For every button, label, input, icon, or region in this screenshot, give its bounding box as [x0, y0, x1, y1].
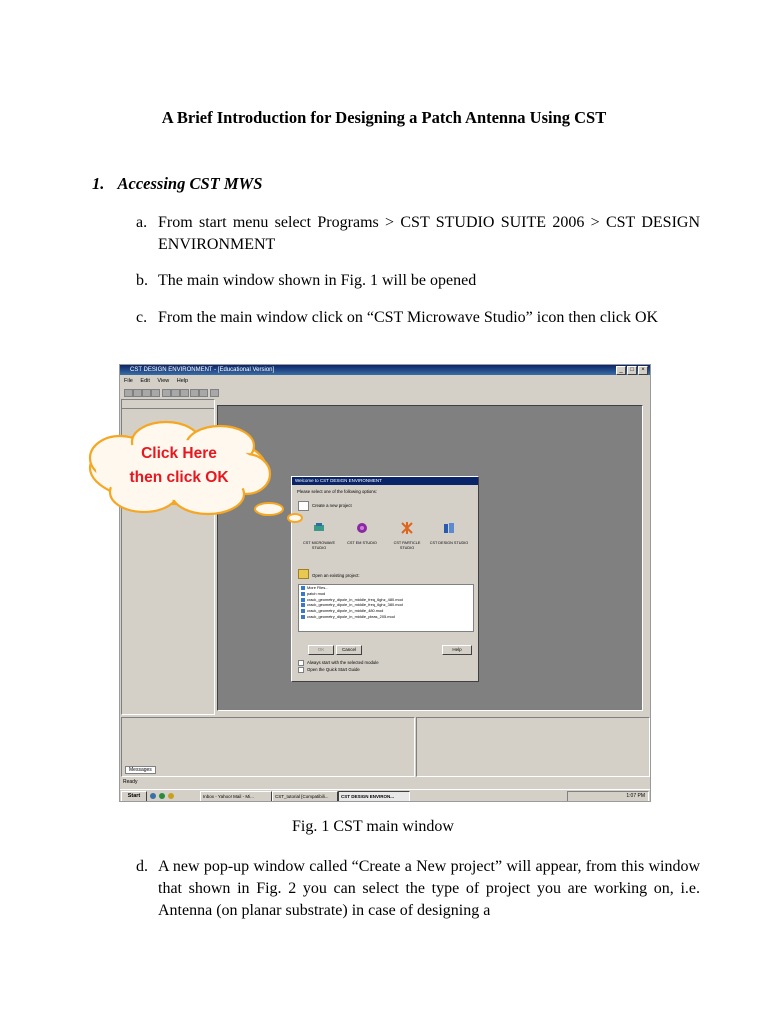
- list-item-label: d.: [136, 858, 148, 875]
- cut-icon: [162, 389, 171, 397]
- always-start-checkbox[interactable]: Always start with the selected module: [298, 660, 379, 666]
- list-item[interactable]: More Files...: [299, 585, 473, 591]
- list-item[interactable]: crack_geometry_dipole_in_middle_freq_6ghz_380.mod: [299, 602, 473, 608]
- list-item: [136, 270, 700, 292]
- list-item: [136, 856, 700, 922]
- help-icon: [210, 389, 219, 397]
- task-yahoo-mail[interactable]: Inbox - Yahoo! Mail - Mi...: [200, 791, 272, 802]
- file-icon: [301, 598, 305, 602]
- task-cst-tutorial[interactable]: CST_tutorial [Compatibili...: [272, 791, 338, 802]
- window-titlebar: [120, 365, 650, 375]
- task-cst-design-environment[interactable]: CST DESIGN ENVIRON...: [338, 791, 410, 802]
- list-item[interactable]: patch mod: [299, 591, 473, 597]
- status-bar: Ready: [123, 779, 138, 785]
- menu-help: Help: [176, 378, 189, 384]
- list-item-label: a.: [136, 214, 148, 231]
- document-title: A Brief Introduction for Designing a Patch Antenna Using CST: [161, 108, 607, 127]
- list-item-text: From the main window click on “CST Microwave Studio” icon then click OK: [158, 309, 659, 326]
- list-item-text: A new pop-up window called “Create a New project” will appear, from this window that shown in Fig. 2 you can select the type of project you are working on, i.e. Antenna (on planar substrate) in case of designing a: [158, 858, 700, 919]
- start-button[interactable]: Start: [121, 791, 147, 802]
- product-label: CST MICROWAVE STUDIO: [303, 541, 335, 550]
- file-icon: [301, 615, 305, 619]
- menu-edit: Edit: [140, 378, 150, 384]
- cancel-button[interactable]: Cancel: [336, 645, 362, 655]
- menu-file: File: [124, 378, 133, 384]
- list-item-text: From start menu select Programs > CST STUDIO SUITE 2006 > CST DESIGN ENVIRONMENT: [158, 214, 700, 253]
- list-item-label: c.: [136, 309, 148, 326]
- save-icon: [151, 389, 160, 397]
- toolbar: [120, 387, 650, 397]
- callout-text: [99, 442, 259, 490]
- messages-tab[interactable]: Messages: [125, 766, 156, 774]
- list-item: [136, 307, 700, 329]
- quick-start-checkbox[interactable]: Open the Quick Start Guide: [298, 667, 360, 673]
- list-item-text: The main window shown in Fig. 1 will be opened: [158, 272, 477, 289]
- figure-caption: Fig. 1 CST main window: [292, 818, 454, 835]
- pane-header: [122, 400, 214, 409]
- window-title: CST DESIGN ENVIRONMENT - [Educational Version]: [130, 367, 275, 373]
- section-heading: [92, 174, 262, 194]
- create-project-label: Create a new project: [312, 503, 352, 508]
- window-controls: [615, 366, 648, 375]
- product-label: CST EM STUDIO: [347, 541, 377, 545]
- file-icon: [301, 586, 305, 590]
- product-em-studio[interactable]: [342, 521, 382, 546]
- open-icon: [133, 389, 142, 397]
- callout-line-2: then click OK: [129, 469, 229, 486]
- product-design-studio[interactable]: [429, 521, 469, 546]
- checkbox-icon: [298, 667, 304, 673]
- list-item[interactable]: crack_geometry_dipole_in_middle_freq_6ghz_480.mod: [299, 597, 473, 603]
- checkbox-icon: [298, 660, 304, 666]
- product-particle-studio[interactable]: [387, 521, 427, 551]
- file-icon: [301, 592, 305, 596]
- em-studio-icon: [356, 522, 368, 534]
- help-button[interactable]: Help: [442, 645, 472, 655]
- dropdown-icon: [142, 389, 151, 397]
- dialog-prompt: Please select one of the following options:: [297, 489, 378, 494]
- design-studio-icon: [443, 522, 455, 534]
- list-item-label: b.: [136, 272, 148, 289]
- particle-studio-icon: [401, 522, 413, 534]
- list-item[interactable]: crack_geometry_dipole_in_middle_480.mod: [299, 608, 473, 614]
- menu-view: View: [157, 378, 170, 384]
- folder-icon[interactable]: [168, 793, 174, 799]
- callout-tail: [248, 500, 308, 528]
- list-item[interactable]: crack_geometry_dipole_in_middle_pleas_205.mod: [299, 614, 473, 620]
- list-item: [136, 212, 700, 256]
- open-project-label: Open an existing project:: [312, 573, 360, 578]
- tail-bubble-large: [255, 503, 283, 515]
- progress-pane: [416, 717, 650, 777]
- callout-line-1: Click Here: [141, 445, 217, 462]
- undo-icon: [190, 389, 199, 397]
- clock: 1:07 PM: [626, 793, 645, 799]
- section-number: 1.: [92, 174, 105, 193]
- section-title: Accessing CST MWS: [117, 174, 263, 193]
- file-icon: [301, 603, 305, 607]
- redo-icon: [199, 389, 208, 397]
- ie-icon[interactable]: [150, 793, 156, 799]
- recent-files-list[interactable]: [298, 584, 474, 632]
- folder-icon: [298, 569, 309, 579]
- product-label: CST DESIGN STUDIO: [429, 541, 469, 545]
- product-label: CST PARTICLE STUDIO: [393, 541, 421, 550]
- system-tray: [567, 791, 649, 802]
- taskbar: [120, 789, 650, 802]
- ok-button[interactable]: OK: [308, 645, 334, 655]
- welcome-dialog: [291, 476, 479, 682]
- message-pane: [121, 717, 415, 777]
- new-icon: [124, 389, 133, 397]
- paste-icon: [180, 389, 189, 397]
- minimize-icon: _: [616, 366, 626, 375]
- media-icon[interactable]: [159, 793, 165, 799]
- tail-bubble-small: [288, 514, 302, 522]
- dialog-title: Welcome to CST DESIGN ENVIRONMENT: [292, 477, 478, 485]
- copy-icon: [171, 389, 180, 397]
- microwave-studio-icon: [313, 522, 325, 534]
- maximize-icon: □: [627, 366, 637, 375]
- close-icon: ×: [638, 366, 648, 375]
- file-icon: [301, 609, 305, 613]
- menu-bar: [120, 376, 194, 386]
